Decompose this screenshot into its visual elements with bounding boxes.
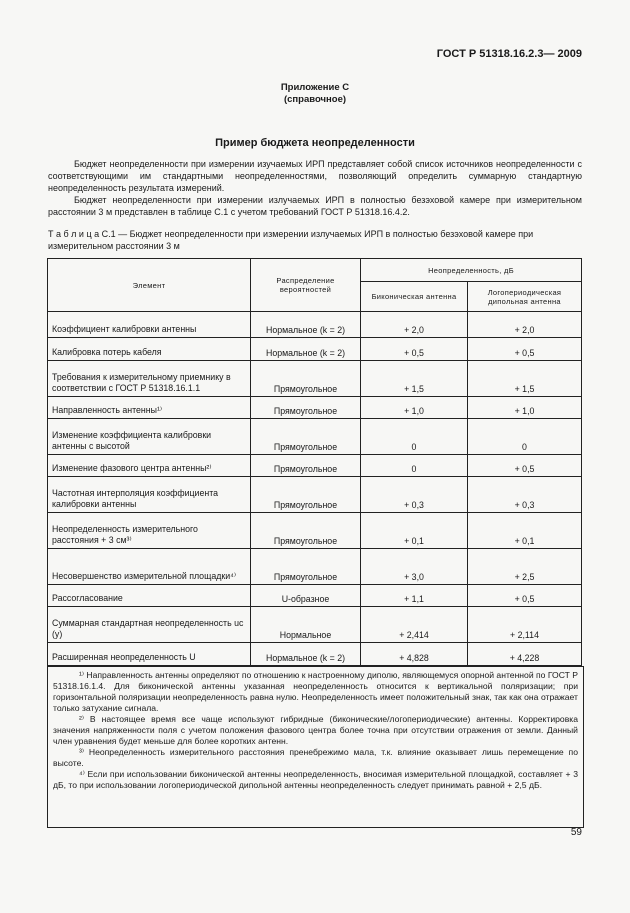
row-element: Изменение коэффициента калибровки антенны с высотой [48,419,251,455]
note-4: ⁴⁾ Если при использовании биконической антенны неопределенность, вносимая измерительной площадкой, составляет + 3 дБ, то при использовании логопериодической дипольной антенны неопределенность следует принимать равной + 2,5 дБ. [53,769,578,790]
row-distribution: Нормальное (k = 2) [251,643,361,666]
table-row [48,455,582,477]
row-biconical: + 0,5 [361,338,468,361]
row-logperiodic: + 2,5 [468,549,582,585]
paragraph: Бюджет неопределенности при измерении излучаемых ИРП в полностью безэховой камере при измерительном расстоянии 3 м представлен в таблице С.1 с учетом требований ГОСТ Р 51318.16.4.2. [48,195,582,217]
row-distribution: Прямоугольное [251,513,361,549]
page-number: 59 [570,827,582,838]
uncertainty-table [47,258,582,666]
row-logperiodic: + 2,0 [468,312,582,338]
row-logperiodic: + 0,1 [468,513,582,549]
row-distribution: Прямоугольное [251,477,361,513]
row-element: Требования к измерительному приемнику в соответствии с ГОСТ Р 51318.16.1.1 [48,361,251,397]
table-row [48,312,582,338]
row-biconical: + 0,3 [361,477,468,513]
row-element: Калибровка потерь кабеля [48,338,251,361]
table-row [48,338,582,361]
row-distribution: Прямоугольное [251,419,361,455]
row-biconical: + 1,0 [361,397,468,419]
row-logperiodic: + 0,5 [468,455,582,477]
header-element: Элемент [48,259,251,312]
table-row [48,419,582,455]
row-element: Коэффициент калибровки антенны [48,312,251,338]
annex-subtitle: (справочное) [283,94,347,105]
note-3: ³⁾ Неопределенность измерительного расстояния пренебрежимо мала, т.к. влияние оказывает лишь перемещение по высоте. [53,747,578,768]
row-element: Изменение фазового центра антенны²⁾ [48,455,251,477]
header-distribution: Распределение вероятностей [251,259,361,312]
header-logperiodic: Логопериодическая дипольная антенна [468,282,582,312]
row-distribution: Прямоугольное [251,397,361,419]
row-distribution: Нормальное (k = 2) [251,312,361,338]
row-element: Рассогласование [48,585,251,607]
paragraph: Бюджет неопределенности при измерении изучаемых ИРП представляет собой список источников неопределенности с соответствующими им стандартными неопределенностями, позволяющий определить суммарную стандартную неопределенность результата измерений. [48,159,582,193]
header-biconical: Биконическая антенна [361,282,468,312]
row-distribution: Нормальное (k = 2) [251,338,361,361]
row-logperiodic: + 0,5 [468,585,582,607]
row-element: Неопределенность измерительного расстояния + 3 см³⁾ [48,513,251,549]
row-distribution: Прямоугольное [251,455,361,477]
row-logperiodic: + 2,114 [468,607,582,643]
row-logperiodic: + 1,5 [468,361,582,397]
row-distribution: Нормальное [251,607,361,643]
row-biconical: + 1,1 [361,585,468,607]
header-uncertainty: Неопределенность, дБ [361,259,582,282]
note-1: ¹⁾ Направленность антенны определяют по отношению к настроенному диполю, являющемуся опорной антенной по ГОСТ Р 51318.16.1.4. Для биконической антенны указанная неопределенность относится к вертикальной поляризации; при горизонтальной поляризации неопределенность равна нулю. Неопределенность имеет положительный знак, так как она отражает только затухание сигнала. [53,670,578,713]
table-row [48,585,582,607]
row-logperiodic: + 4,228 [468,643,582,666]
row-element: Частотная интерполяция коэффициента калибровки антенны [48,477,251,513]
row-logperiodic: + 0,3 [468,477,582,513]
row-logperiodic: 0 [468,419,582,455]
table-row [48,607,582,643]
row-element: Несовершенство измерительной площадки⁴⁾ [48,549,251,585]
table-row [48,397,582,419]
table-row [48,477,582,513]
row-biconical: + 4,828 [361,643,468,666]
row-biconical: 0 [361,419,468,455]
row-biconical: + 0,1 [361,513,468,549]
row-logperiodic: + 0,5 [468,338,582,361]
annex-title: Приложение С [280,82,350,93]
row-distribution: U-образное [251,585,361,607]
row-biconical: + 2,0 [361,312,468,338]
row-biconical: + 1,5 [361,361,468,397]
standard-number: ГОСТ Р 51318.16.2.3— 2009 [436,48,582,60]
row-element: Направленность антенны¹⁾ [48,397,251,419]
table-row [48,549,582,585]
section-title: Пример бюджета неопределенности [215,137,415,149]
row-biconical: 0 [361,455,468,477]
table-row [48,513,582,549]
row-element: Суммарная стандартная неопределенность uc (y) [48,607,251,643]
table-caption: Т а б л и ц а С.1 — Бюджет неопределенности при измерении излучаемых ИРП в полностью безэховой камере при измерительном расстоянии 3 м [48,229,534,251]
row-biconical: + 2,414 [361,607,468,643]
row-distribution: Прямоугольное [251,361,361,397]
table-notes [47,666,584,828]
table-row [48,361,582,397]
table-row [48,643,582,666]
row-logperiodic: + 1,0 [468,397,582,419]
note-2: ²⁾ В настоящее время все чаще используют гибридные (биконические/логопериодические) антенны. Корректировка значения напряженности поля с учетом положения фазового центра более точна при отсутствии отражения от земли. Данный член уравнения будет меньше для более коротких антенн. [53,714,578,746]
row-distribution: Прямоугольное [251,549,361,585]
row-biconical: + 3,0 [361,549,468,585]
row-element: Расширенная неопределенность U [48,643,251,666]
